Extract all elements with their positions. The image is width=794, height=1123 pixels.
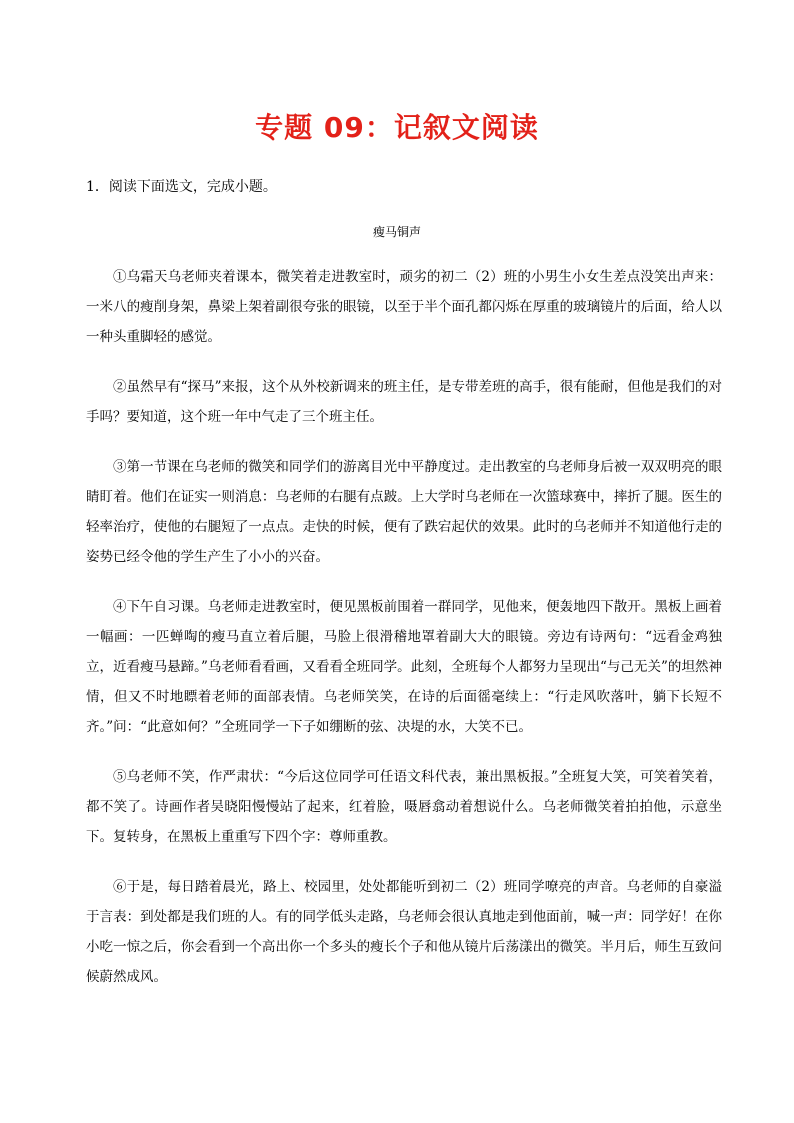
paragraph-6: ⑥于是，每日踏着晨光，路上、校园里，处处都能听到初二（2）班同学嘹亮的声音。乌老师的自豪溢于言表：到处都是我们班的人。有的同学低头走路，乌老师会很认真地走到他面前，喊一声：同学好！在你小吃一惊之后，你会看到一个高出你一个多头的瘦长个子和他从镜片后荡漾出的微笑。半月后，师生互致问候蔚然成风。 [86, 879, 722, 985]
article-body [86, 262, 722, 1012]
document-title: 专题 09：记叙文阅读 [255, 111, 539, 144]
paragraph-1: ①乌霜天乌老师夹着课本，微笑着走进教室时，顽劣的初二（2）班的小男生小女生差点没笑出声来：一米八的瘦削身架，鼻梁上架着副很夸张的眼镜，以至于半个面孔都闪烁在厚重的玻璃镜片的后面，给人以一种头重脚轻的感觉。 [86, 269, 722, 345]
paragraph-5: ⑤乌老师不笑，作严肃状：“今后这位同学可任语文科代表，兼出黑板报。”全班复大笑，可笑着笑着，都不笑了。诗画作者吴晓阳慢慢站了起来，红着脸，嗫唇翕动着想说什么。乌老师微笑着拍拍他，示意坐下。复转身，在黑板上重重写下四个字：尊师重教。 [86, 769, 722, 845]
paragraph-2: ②虽然早有“探马”来报，这个从外校新调来的班主任，是专带差班的高手，很有能耐，但他是我们的对手吗？要知道，这个班一年中气走了三个班主任。 [86, 379, 722, 425]
question-prompt: 1．阅读下面选文，完成小题。 [86, 179, 277, 195]
paragraph-4: ④下午自习课。乌老师走进教室时，便见黑板前围着一群同学，见他来，便轰地四下散开。黑板上画着一幅画：一匹蝉啕的瘦马直立着后腿，马脸上很滑稽地罩着副大大的眼镜。旁边有诗两句：“远看金鸡独立，近看瘦马悬蹄。”乌老师看看画，又看看全班同学。此刻，全班每个人都努力呈现出“与己无关”的坦然神情，但又不时地瞟着老师的面部表情。乌老师笑笑，在诗的后面徭毫续上：“行走风吹落叶，躺下长短不齐。”问：“此意如何？”全班同学一下子如绷断的弦、决堤的水，大笑不已。 [86, 599, 722, 735]
article-title: 瘦马铜声 [372, 225, 421, 239]
paragraph-3: ③第一节课在乌老师的微笑和同学们的游离目光中平静度过。走出教室的乌老师身后被一双双明亮的眼睛盯着。他们在证实一则消息：乌老师的右腿有点跛。上大学时乌老师在一次篮球赛中，摔折了腿。医生的轻率治疗，使他的右腿短了一点点。走快的时候，便有了跌宕起伏的效果。此时的乌老师并不知道他行走的姿势已经令他的学生产生了小小的兴奋。 [86, 459, 722, 565]
